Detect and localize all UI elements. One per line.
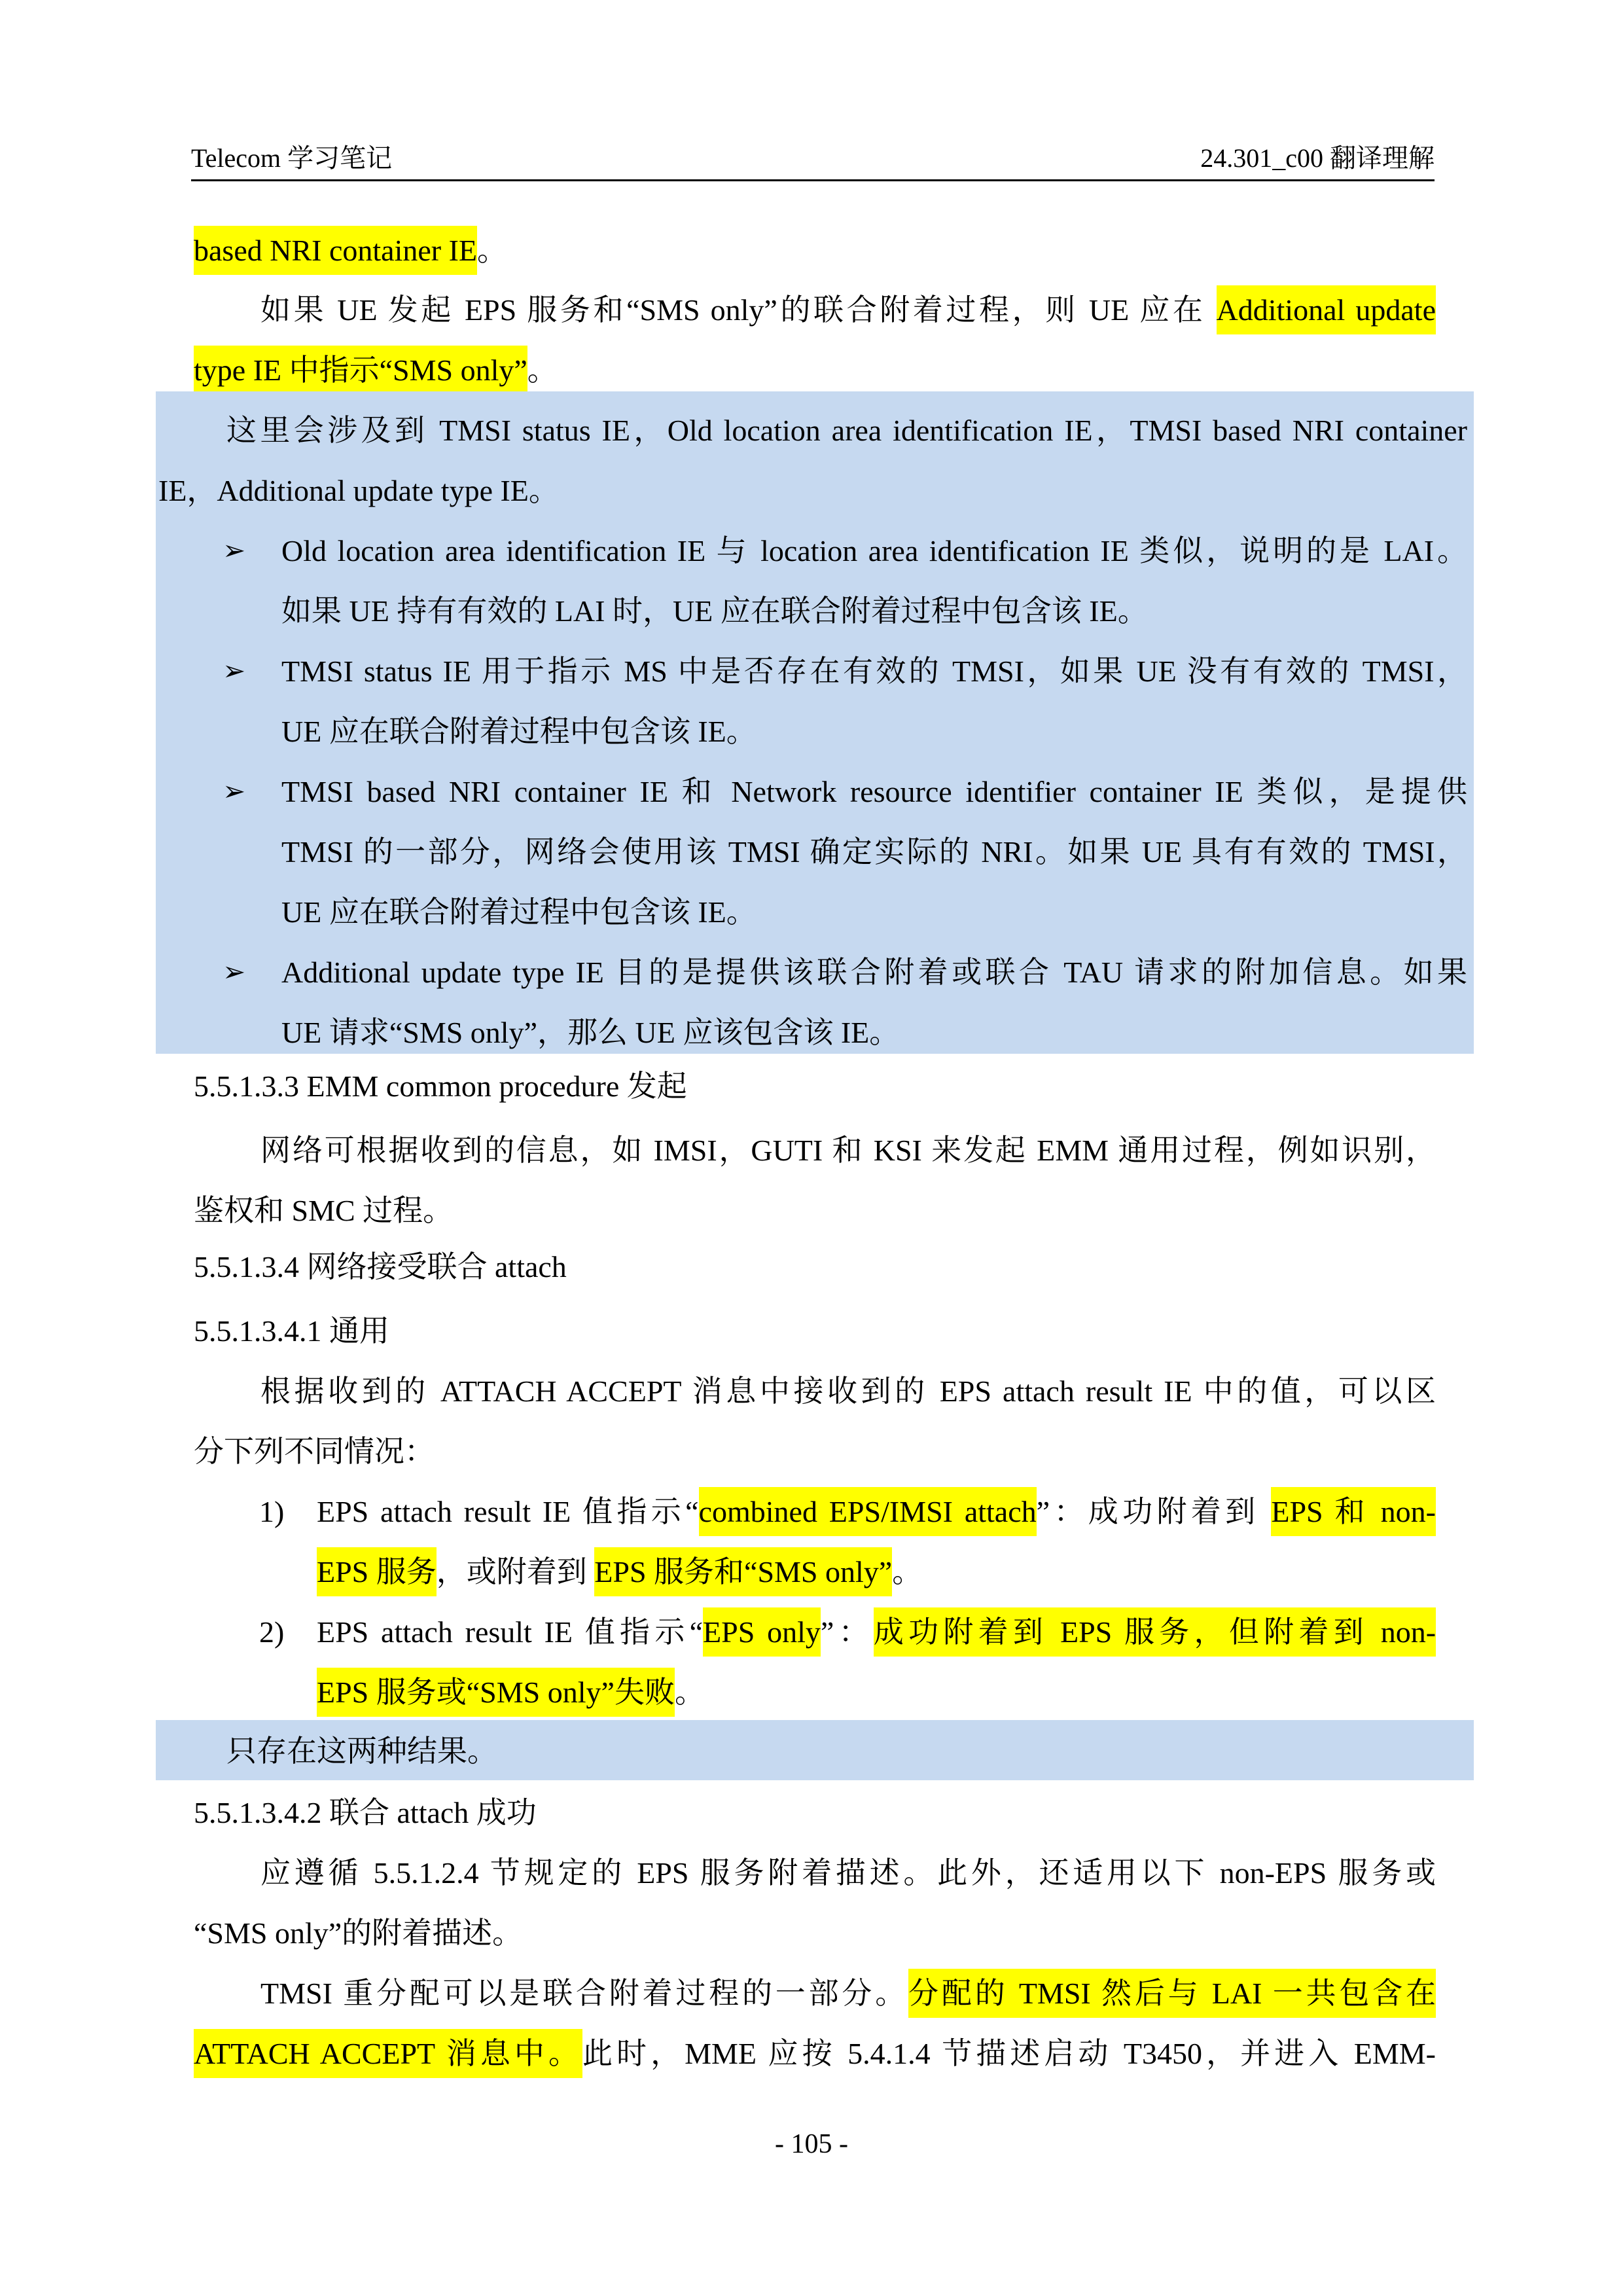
section-heading: 5.5.1.3.4 网络接受联合 attach <box>194 1250 567 1283</box>
paragraph-sms-only-cont: type IE 中指示“SMS only”。 <box>194 351 558 390</box>
highlighted-text: EPS only <box>703 1607 821 1657</box>
bullet-text: UE 请求“SMS only”，那么 UE 应该包含该 IE。 <box>281 1016 900 1049</box>
page-number: - 105 - <box>775 2129 848 2159</box>
arrow-bullet-icon: ➢ <box>223 958 246 988</box>
paragraph: TMSI 重分配可以是联合附着过程的一部分。分配的 TMSI 然后与 LAI 一共包含在 <box>260 1974 1436 2013</box>
header-title-left: Telecom 学习笔记 <box>191 143 393 173</box>
paragraph: 鉴权和 SMC 过程。 <box>194 1194 454 1227</box>
bullet-text: Additional update type IE 目的是提供该联合附着或联合 TAU 请求的附加信息。如果 <box>281 956 1467 989</box>
arrow-bullet-icon: ➢ <box>223 656 246 687</box>
list-item-text: EPS 服务或“SMS only”失败。 <box>317 1673 705 1712</box>
highlighted-text: ATTACH ACCEPT 消息中。 <box>194 2029 582 2078</box>
highlighted-text: 分配的 TMSI 然后与 LAI 一共包含在 <box>908 1969 1436 2018</box>
header-title-right: 24.301_c00 翻译理解 <box>1200 143 1435 173</box>
paragraph: ATTACH ACCEPT 消息中。此时，MME 应按 5.4.1.4 节描述启动 T3450，并进入 EMM- <box>194 2034 1436 2073</box>
bullet-text: UE 应在联合附着过程中包含该 IE。 <box>281 895 757 929</box>
page-header <box>191 136 1435 181</box>
bullet-text: 如果 UE 持有有效的 LAI 时，UE 应在联合附着过程中包含该 IE。 <box>281 594 1148 628</box>
paragraph: 分下列不同情况： <box>194 1435 435 1468</box>
highlighted-text: EPS 和 non- <box>1271 1487 1436 1536</box>
bullet-text: TMSI status IE 用于指示 MS 中是否存在有效的 TMSI，如果 UE 没有有效的 TMSI， <box>281 655 1467 688</box>
list-item-text: EPS attach result IE 值指示“combined EPS/IMSI attach”：成功附着到 EPS 和 non- <box>317 1492 1436 1532</box>
highlighted-text: EPS 服务和“SMS only” <box>594 1547 892 1596</box>
highlighted-text: Additional update <box>1217 285 1436 334</box>
list-number: 1) <box>259 1495 285 1528</box>
bullet-text: TMSI based NRI container IE 和 Network resource identifier container IE 类似，是提供 <box>281 775 1467 808</box>
arrow-bullet-icon: ➢ <box>223 536 246 566</box>
paragraph: 网络可根据收到的信息，如 IMSI，GUTI 和 KSI 来发起 EMM 通用过程，例如识别， <box>260 1134 1436 1167</box>
highlighted-text: combined EPS/IMSI attach <box>699 1487 1037 1536</box>
bullet-text: Old location area identification IE 与 location area identification IE 类似，说明的是 LAI。 <box>281 534 1467 567</box>
paragraph-sms-only: 如果 UE 发起 EPS 服务和“SMS only”的联合附着过程，则 UE 应在 Additional update <box>260 291 1436 330</box>
list-number: 2) <box>259 1615 285 1649</box>
subsection-heading: 5.5.1.3.4.2 联合 attach 成功 <box>194 1796 537 1829</box>
list-item-text: EPS 服务，或附着到 EPS 服务和“SMS only”。 <box>317 1552 922 1592</box>
bullet-text: TMSI 的一部分，网络会使用该 TMSI 确定实际的 NRI。如果 UE 具有有效的 TMSI， <box>281 835 1467 869</box>
bullet-text: UE 应在联合附着过程中包含该 IE。 <box>281 715 757 748</box>
paragraph: “SMS only”的附着描述。 <box>194 1916 523 1950</box>
highlighted-text: type IE 中指示“SMS only” <box>194 346 527 395</box>
note-line: IE，Additional update type IE。 <box>158 474 559 507</box>
subsection-heading: 5.5.1.3.4.1 通用 <box>194 1314 389 1348</box>
note-line: 这里会涉及到 TMSI status IE，Old location area identification IE，TMSI based NRI container <box>226 414 1467 447</box>
section-heading: 5.5.1.3.3 EMM common procedure 发起 <box>194 1069 687 1103</box>
highlighted-text: 成功附着到 EPS 服务，但附着到 non- <box>874 1607 1436 1657</box>
highlighted-text: based NRI container IE <box>194 226 477 275</box>
highlighted-text: EPS 服务 <box>317 1547 437 1596</box>
list-item-text: EPS attach result IE 值指示“EPS only”：成功附着到 EPS 服务，但附着到 non- <box>317 1613 1436 1652</box>
paragraph: 根据收到的 ATTACH ACCEPT 消息中接收到的 EPS attach result IE 中的值，可以区 <box>260 1374 1436 1408</box>
note-line: 只存在这两种结果。 <box>226 1734 497 1768</box>
arrow-bullet-icon: ➢ <box>223 777 246 807</box>
paragraph: 应遵循 5.5.1.2.4 节规定的 EPS 服务附着描述。此外，还适用以下 non-EPS 服务或 <box>260 1856 1436 1890</box>
paragraph-continuation: based NRI container IE。 <box>194 231 507 270</box>
highlighted-text: EPS 服务或“SMS only”失败 <box>317 1668 675 1717</box>
